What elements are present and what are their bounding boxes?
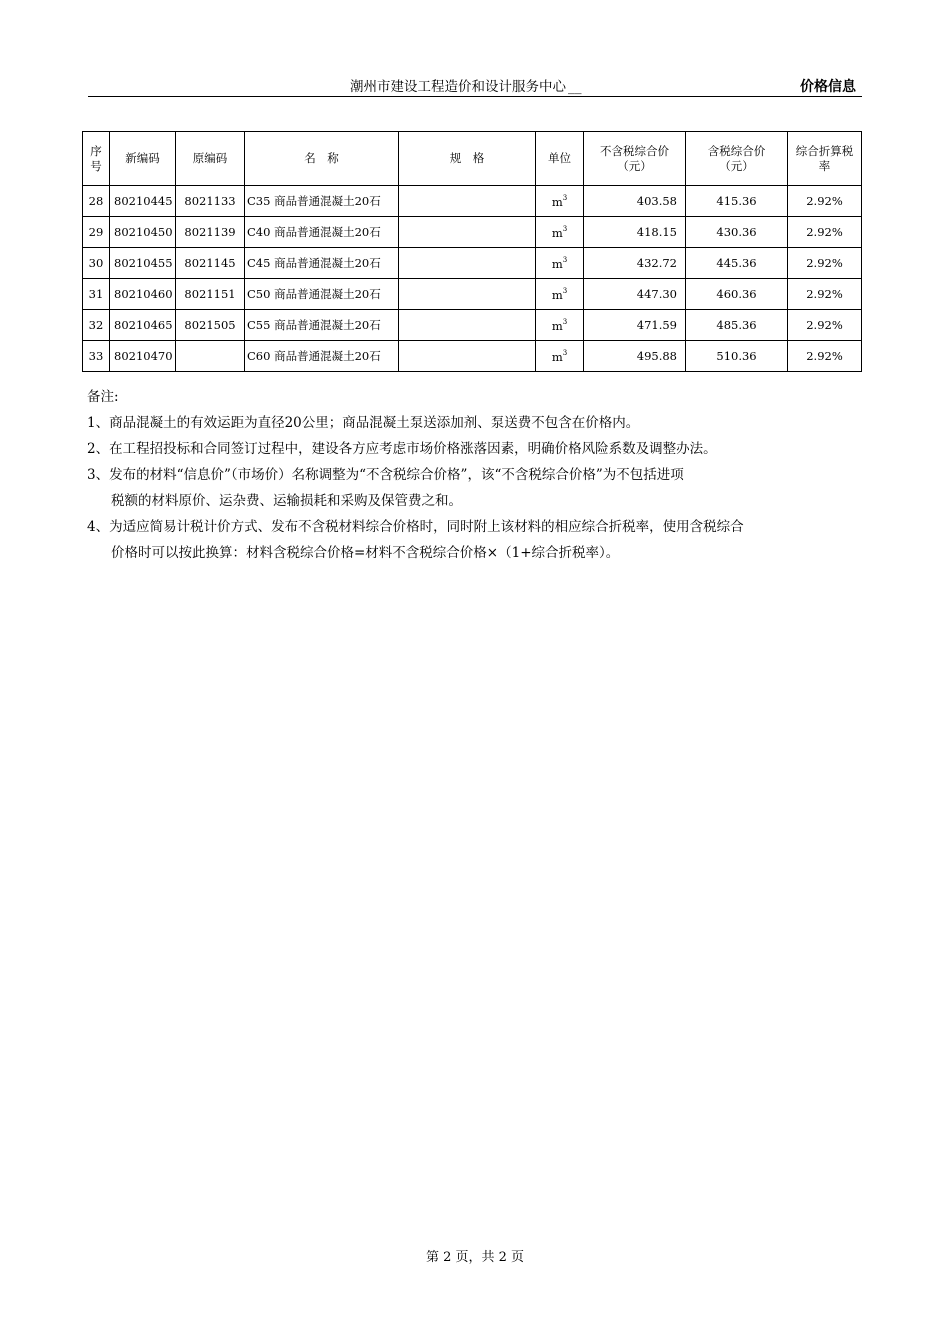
cell-price-inc-tax: 445.36 (686, 248, 788, 279)
notes-section (87, 384, 857, 566)
col-header-price-inc-tax: 含税综合价 （元） (686, 132, 788, 186)
col-header-old-code: 原编码 (176, 132, 245, 186)
col-header-unit: 单位 (536, 132, 584, 186)
header-title: 潮州市建设工程造价和设计服务中心 __ (350, 79, 582, 95)
cell-new-code: 80210470 (110, 341, 176, 372)
price-table (82, 131, 862, 372)
cell-name: C35 商品普通混凝土20石 (245, 186, 399, 217)
col-header-seq: 序号 (83, 132, 110, 186)
cell-old-code: 8021133 (176, 186, 245, 217)
table-header-row (83, 132, 862, 186)
table-row (83, 341, 862, 372)
page-header (88, 78, 862, 97)
cell-unit: $m^3$ (536, 248, 584, 279)
cell-price-ex-tax: 418.15 (584, 217, 686, 248)
notes-title: 备注: (87, 389, 119, 405)
cell-unit: $m^3$ (536, 186, 584, 217)
cell-name: C40 商品普通混凝土20石 (245, 217, 399, 248)
cell-seq: 30 (83, 248, 110, 279)
cell-price-ex-tax: 471.59 (584, 310, 686, 341)
cell-new-code: 80210465 (110, 310, 176, 341)
cell-spec (399, 341, 536, 372)
cell-price-ex-tax: 403.58 (584, 186, 686, 217)
col-header-new-code: 新编码 (110, 132, 176, 186)
cell-name: C50 商品普通混凝土20石 (245, 279, 399, 310)
cell-old-code: 8021139 (176, 217, 245, 248)
cell-tax-rate: 2.92% (788, 186, 862, 217)
cell-price-inc-tax: 485.36 (686, 310, 788, 341)
cell-new-code: 80210445 (110, 186, 176, 217)
cell-name: C55 商品普通混凝土20石 (245, 310, 399, 341)
cell-tax-rate: 2.92% (788, 310, 862, 341)
cell-tax-rate: 2.92% (788, 341, 862, 372)
cell-seq: 28 (83, 186, 110, 217)
cell-new-code: 80210450 (110, 217, 176, 248)
col-header-spec: 规 格 (399, 132, 536, 186)
cell-tax-rate: 2.92% (788, 217, 862, 248)
col-header-tax-rate: 综合折算税率 (788, 132, 862, 186)
cell-price-inc-tax: 510.36 (686, 341, 788, 372)
note-item-1: 1、商品混凝土的有效运距为直径20公里；商品混凝土泵送添加剂、泵送费不包含在价格内。 (87, 415, 640, 431)
note-item-4-continued: 价格时可以按此换算：材料含税综合价格=材料不含税综合价格×（1+综合折税率）。 (111, 545, 620, 561)
cell-price-inc-tax: 460.36 (686, 279, 788, 310)
cell-spec (399, 186, 536, 217)
note-item-4: 4、为适应简易计税计价方式、发布不含税材料综合价格时，同时附上该材料的相应综合折税率，使用含税综合 (87, 519, 744, 535)
cell-seq: 32 (83, 310, 110, 341)
note-item-3: 3、发布的材料“信息价”（市场价）名称调整为“不含税综合价格”，该“不含税综合价格”为不包括进项 (87, 467, 684, 483)
cell-unit: $m^3$ (536, 279, 584, 310)
col-header-price-ex-tax: 不含税综合价 （元） (584, 132, 686, 186)
cell-spec (399, 279, 536, 310)
table-row (83, 186, 862, 217)
cell-new-code: 80210455 (110, 248, 176, 279)
cell-unit: $m^3$ (536, 341, 584, 372)
cell-price-ex-tax: 495.88 (584, 341, 686, 372)
table-row (83, 310, 862, 341)
cell-tax-rate: 2.92% (788, 279, 862, 310)
table-row (83, 248, 862, 279)
cell-old-code: 8021505 (176, 310, 245, 341)
col-header-name: 名 称 (245, 132, 399, 186)
cell-old-code (176, 341, 245, 372)
header-section-label: 价格信息 (800, 79, 856, 95)
table-row (83, 217, 862, 248)
cell-spec (399, 248, 536, 279)
cell-seq: 33 (83, 341, 110, 372)
cell-spec (399, 310, 536, 341)
page-number: 第 2 页，共 2 页 (425, 1250, 525, 1265)
cell-old-code: 8021151 (176, 279, 245, 310)
cell-seq: 31 (83, 279, 110, 310)
cell-unit: $m^3$ (536, 310, 584, 341)
cell-price-ex-tax: 432.72 (584, 248, 686, 279)
note-item-2: 2、在工程招投标和合同签订过程中，建设各方应考虑市场价格涨落因素，明确价格风险系数及调整办法。 (87, 441, 717, 457)
cell-new-code: 80210460 (110, 279, 176, 310)
cell-price-inc-tax: 415.36 (686, 186, 788, 217)
note-item-3-continued: 税额的材料原价、运杂费、运输损耗和采购及保管费之和。 (111, 493, 462, 509)
cell-seq: 29 (83, 217, 110, 248)
cell-name: C45 商品普通混凝土20石 (245, 248, 399, 279)
cell-price-ex-tax: 447.30 (584, 279, 686, 310)
cell-spec (399, 217, 536, 248)
table-row (83, 279, 862, 310)
cell-unit: $m^3$ (536, 217, 584, 248)
cell-price-inc-tax: 430.36 (686, 217, 788, 248)
cell-tax-rate: 2.92% (788, 248, 862, 279)
cell-name: C60 商品普通混凝土20石 (245, 341, 399, 372)
cell-old-code: 8021145 (176, 248, 245, 279)
